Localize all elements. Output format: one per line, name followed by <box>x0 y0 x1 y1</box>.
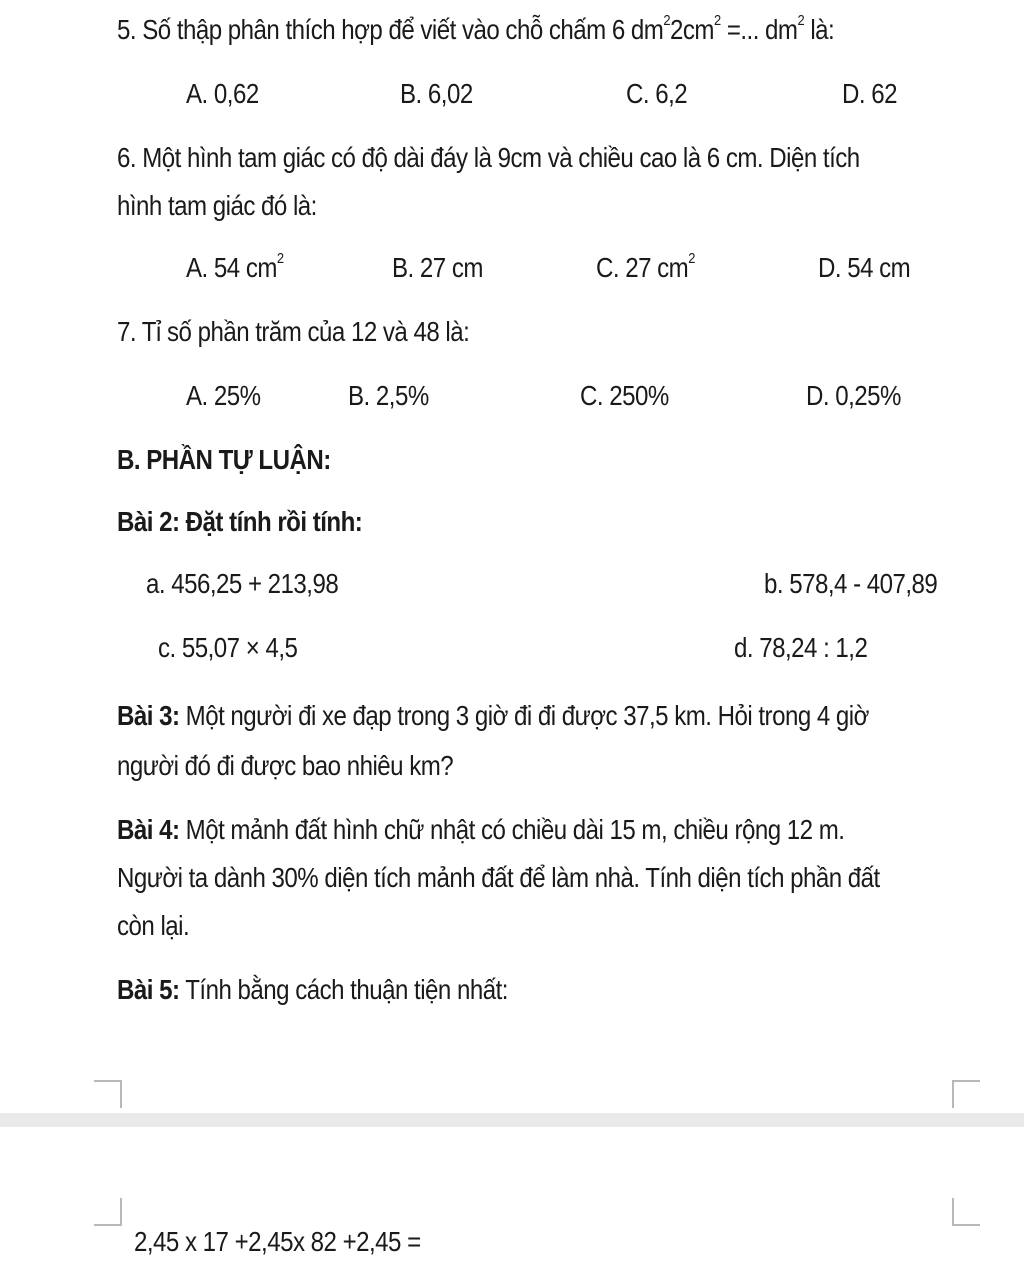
q6-option-d: D. 54 cm <box>818 252 911 283</box>
q7-option-b: B. 2,5% <box>348 380 429 411</box>
margin-corner-mark <box>94 1080 122 1108</box>
q5-option-d: D. 62 <box>842 78 897 109</box>
exercise-3-line-2: người đó đi được bao nhiêu km? <box>117 750 454 781</box>
exercise-4-line-2: Người ta dành 30% diện tích mảnh đất để làm nhà. Tính diện tích phần đất <box>117 862 880 893</box>
q6-option-c: C. 27 $cm^2$ <box>596 250 695 283</box>
question-7: 7. Tỉ số phần trăm của 12 và 48 là: <box>117 316 470 347</box>
margin-corner-mark <box>952 1198 980 1226</box>
q5-option-b: B. 6,02 <box>400 78 473 109</box>
exercise-3-line-1: Bài 3: Một người đi xe đạp trong 3 giờ đi đi được 37,5 km. Hỏi trong 4 giờ <box>117 700 869 731</box>
exercise-5-expression: 2,45 x 17 +2,45x 82 +2,45 = <box>134 1226 421 1257</box>
exercise-2-a: a. 456,25 + 213,98 <box>146 568 339 599</box>
exercise-4-line-1: Bài 4: Một mảnh đất hình chữ nhật có chiều dài 15 m, chiều rộng 12 m. <box>117 814 845 845</box>
exercise-2-title: Bài 2: Đặt tính rồi tính: <box>117 506 363 537</box>
q6-option-a: A. 54 $cm^2$ <box>186 250 284 283</box>
exercise-4-line-3: còn lại. <box>117 910 190 941</box>
question-5: 5. Số thập phân thích hợp để viết vào chỗ chấm 6 $dm^22cm^2$ =... $dm^2$ là: <box>117 12 835 45</box>
exercise-5-line-1: Bài 5: Tính bằng cách thuận tiện nhất: <box>117 974 508 1005</box>
question-6-line-2: hình tam giác đó là: <box>117 190 317 221</box>
q6-option-b: B. 27 cm <box>392 252 483 283</box>
q5-option-a: A. 0,62 <box>186 78 259 109</box>
section-b-heading: B. PHẦN TỰ LUẬN: <box>117 444 331 475</box>
exercise-2-b: b. 578,4 - 407,89 <box>764 568 938 599</box>
q5-option-c: C. 6,2 <box>626 78 688 109</box>
exercise-2-d: d. 78,24 : 1,2 <box>734 632 868 663</box>
page-separator <box>0 1113 1024 1127</box>
question-6-line-1: 6. Một hình tam giác có độ dài đáy là 9cm và chiều cao là 6 cm. Diện tích <box>117 142 860 173</box>
q7-option-a: A. 25% <box>186 380 261 411</box>
q7-option-d: D. 0,25% <box>806 380 901 411</box>
margin-corner-mark <box>94 1198 122 1226</box>
margin-corner-mark <box>952 1080 980 1108</box>
q7-option-c: C. 250% <box>580 380 669 411</box>
exercise-2-c: c. 55,07 × 4,5 <box>158 632 298 663</box>
